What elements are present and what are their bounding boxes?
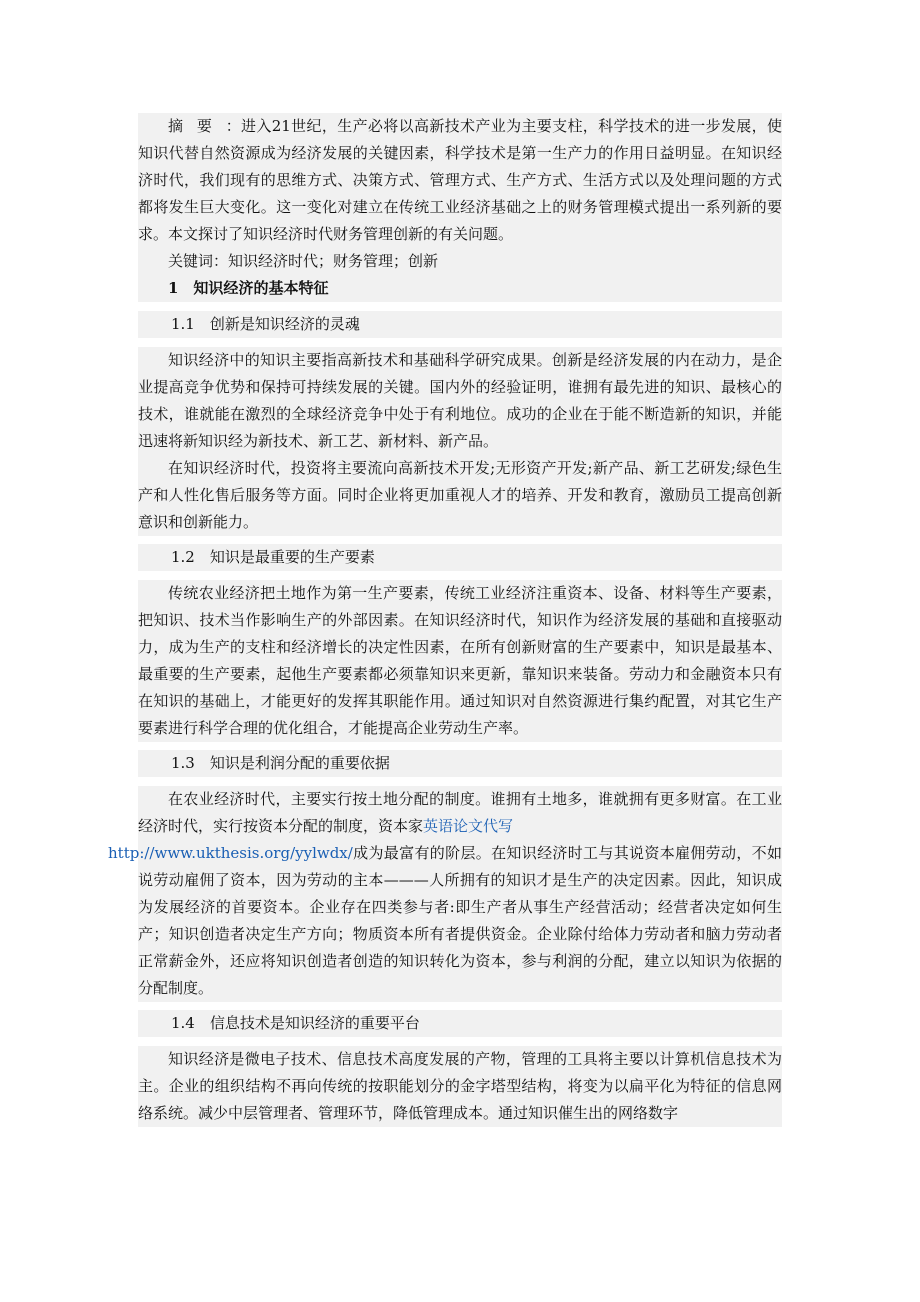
paragraph — [108, 786, 782, 1002]
abstract-paragraph — [138, 113, 782, 248]
abstract-text: ：进入21世纪，生产必将以高新技术产业为主要支柱，科学技术的进一步发展，使知识代替自然资源成为经济发展的关键因素，科学技术是第一生产力的作用日益明显。在知识经济时代，我们现有的思维方式、决策方式、管理方式、生产方式、生活方式以及处理问题的方式都将发生巨大变化。这一变化对建立在传统工业经济基础之上的财务管理模式提出一系列新的要求。本文探讨了知识经济时代财务管理创新的有关问题。 — [138, 117, 782, 243]
section-1-3-body — [108, 786, 782, 1002]
document-body — [108, 113, 782, 1135]
abstract-block — [138, 113, 782, 248]
section-1-2-body — [138, 580, 782, 742]
paragraph-text: 成为最富有的阶层。在知识经济时工与其说资本雇佣劳动，不如说劳动雇佣了资本，因为劳动的主本———人所拥有的知识才是生产的决定因素。因此，知识成为发展经济的首要资本。企业存在四类参与者:即生产者从事生产经营活动；经营者决定如何生产；知识创造者决定生产方向；物质资本所有者提供资金。企业除付给体力劳动者和脑力劳动者正常薪金外，还应将知识创造者创造的知识转化为资本，参与利润的分配，建立以知识为依据的分配制度。 — [138, 844, 782, 997]
paragraph: 传统农业经济把土地作为第一生产要素，传统工业经济注重资本、设备、材料等生产要素，把知识、技术当作影响生产的外部因素。在知识经济时代，知识作为经济发展的基础和直接驱动力，成为生产的支柱和经济增长的决定性因素，在所有创新财富的生产要素中，知识是最基本、最重要的生产要素，起他生产要素都必须靠知识来更新，靠知识来装备。劳动力和金融资本只有在知识的基础上，才能更好的发挥其职能作用。通过知识对自然资源进行集约配置，对其它生产要素进行科学合理的优化组合，才能提高企业劳动生产率。 — [138, 584, 782, 737]
url-link[interactable]: http://www.ukthesis.org/yylwdx/ — [108, 844, 353, 862]
keywords-line: 关键词：知识经济时代；财务管理；创新 — [138, 248, 782, 275]
paragraph: 在知识经济时代，投资将主要流向高新技术开发;无形资产开发;新产品、新工艺研发;绿色生产和人性化售后服务等方面。同时企业将更加重视人才的培养、开发和教育，激励员工提高创新意识和创新能力。 — [138, 459, 782, 531]
section-1-4-body — [138, 1046, 782, 1127]
section-1-heading: 1 知识经济的基本特征 — [138, 275, 782, 302]
ad-link[interactable]: 英语论文代写 — [423, 817, 514, 835]
paragraph: 知识经济中的知识主要指高新技术和基础科学研究成果。创新是经济发展的内在动力，是企业提高竞争优势和保持可持续发展的关键。国内外的经验证明，谁拥有最先进的知识、最核心的技术，谁就能在激烈的全球经济竞争中处于有利地位。成功的企业在于能不断造新的知识，并能迅速将新知识经为新技术、新工艺、新材料、新产品。 — [138, 351, 782, 450]
section-1-3-heading: 1.3 知识是利润分配的重要依据 — [138, 750, 782, 777]
paragraph-text: 在农业经济时代，主要实行按土地分配的制度。谁拥有土地多，谁就拥有更多财富。在工业经济时代，实行按资本分配的制度，资本家 — [138, 790, 782, 835]
abstract-label: 摘要 — [168, 117, 226, 135]
section-1-2-heading: 1.2 知识是最重要的生产要素 — [138, 544, 782, 571]
paragraph: 知识经济是微电子技术、信息技术高度发展的产物，管理的工具将主要以计算机信息技术为主。企业的组织结构不再向传统的按职能划分的金字塔型结构，将变为以扁平化为特征的信息网络系统。减少中层管理者、管理环节，降低管理成本。通过知识催生出的网络数字 — [138, 1050, 782, 1122]
section-1-1-body — [138, 347, 782, 536]
section-1-1-heading: 1.1 创新是知识经济的灵魂 — [138, 311, 782, 338]
section-1-4-heading: 1.4 信息技术是知识经济的重要平台 — [138, 1010, 782, 1037]
